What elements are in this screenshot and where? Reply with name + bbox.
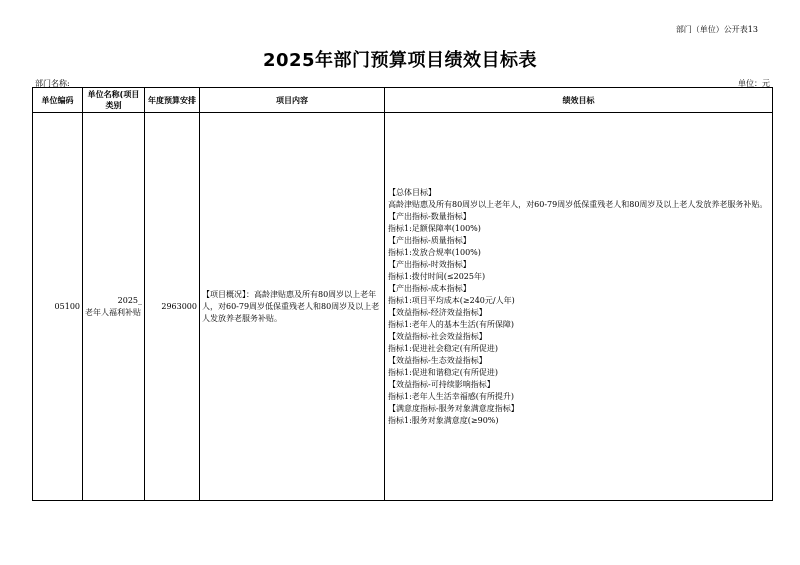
goal-line: 【效益指标-经济效益指标】 — [388, 307, 487, 317]
goals-list — [388, 187, 770, 427]
goal-line: 【产出指标-质量指标】 — [388, 235, 471, 245]
department-name-label: 部门名称: — [35, 79, 70, 88]
budget-amount-cell: 2963000 — [145, 113, 200, 501]
unit-code-cell: 05100 — [33, 113, 83, 501]
goal-line: 【效益指标-可持续影响指标】 — [388, 379, 495, 389]
performance-target-table — [32, 87, 773, 501]
project-content-cell: 【项目概况】：高龄津贴惠及所有80周岁以上老年人，对60-79周岁低保重残老人和80周岁及以上老人发放养老服务补贴。 — [200, 113, 385, 501]
column-header-annual-budget: 年度预算安排 — [145, 88, 200, 113]
goal-line: 指标1:拨付时间(≤2025年) — [388, 271, 486, 281]
table-header-row — [33, 88, 773, 113]
page-title: 2025年部门预算项目绩效目标表 — [262, 50, 538, 71]
goal-line: 【效益指标-社会效益指标】 — [388, 331, 487, 341]
goal-line: 指标1:足额保障率(100%) — [388, 223, 481, 233]
project-name: 老年人福利补贴 — [85, 307, 141, 317]
goal-line: 指标1:项目平均成本(≥240元/人年) — [388, 295, 515, 305]
goal-line: 高龄津贴惠及所有80周岁以上老年人，对60-79周岁低保重残老人和80周岁及以上老人发放养老服务补贴。 — [388, 199, 768, 209]
goal-line: 指标1:服务对象满意度(≥90%) — [388, 415, 499, 425]
goal-line: 【产出指标-数量指标】 — [388, 211, 471, 221]
unit-name-cell — [83, 113, 145, 501]
goal-line: 指标1:促进社会稳定(有所促进) — [388, 343, 499, 353]
performance-goals-cell — [385, 113, 773, 501]
table-row — [33, 113, 773, 501]
column-header-unit-code: 单位编码 — [33, 88, 83, 113]
column-header-unit-name: 单位名称(项目类别 — [83, 88, 145, 113]
currency-unit-label: 单位：元 — [738, 79, 770, 88]
goal-line: 指标1:老年人生活幸福感(有所提升) — [388, 391, 515, 401]
goal-line: 指标1:发放合规率(100%) — [388, 247, 481, 257]
column-header-performance-goals: 绩效目标 — [385, 88, 773, 113]
column-header-project-content: 项目内容 — [200, 88, 385, 113]
table-number-note: 部门（单位）公开表13 — [675, 25, 758, 34]
goal-line: 【效益指标-生态效益指标】 — [388, 355, 487, 365]
goal-line: 【总体目标】 — [388, 187, 436, 197]
goal-line: 【产出指标-成本指标】 — [388, 283, 471, 293]
project-year: 2025_ — [117, 295, 142, 305]
goal-line: 指标1:老年人的基本生活(有所保障) — [388, 319, 515, 329]
goal-line: 指标1:促进和谐稳定(有所促进) — [388, 367, 499, 377]
goal-line: 【满意度指标-服务对象满意度指标】 — [388, 403, 519, 413]
goal-line: 【产出指标-时效指标】 — [388, 259, 471, 269]
